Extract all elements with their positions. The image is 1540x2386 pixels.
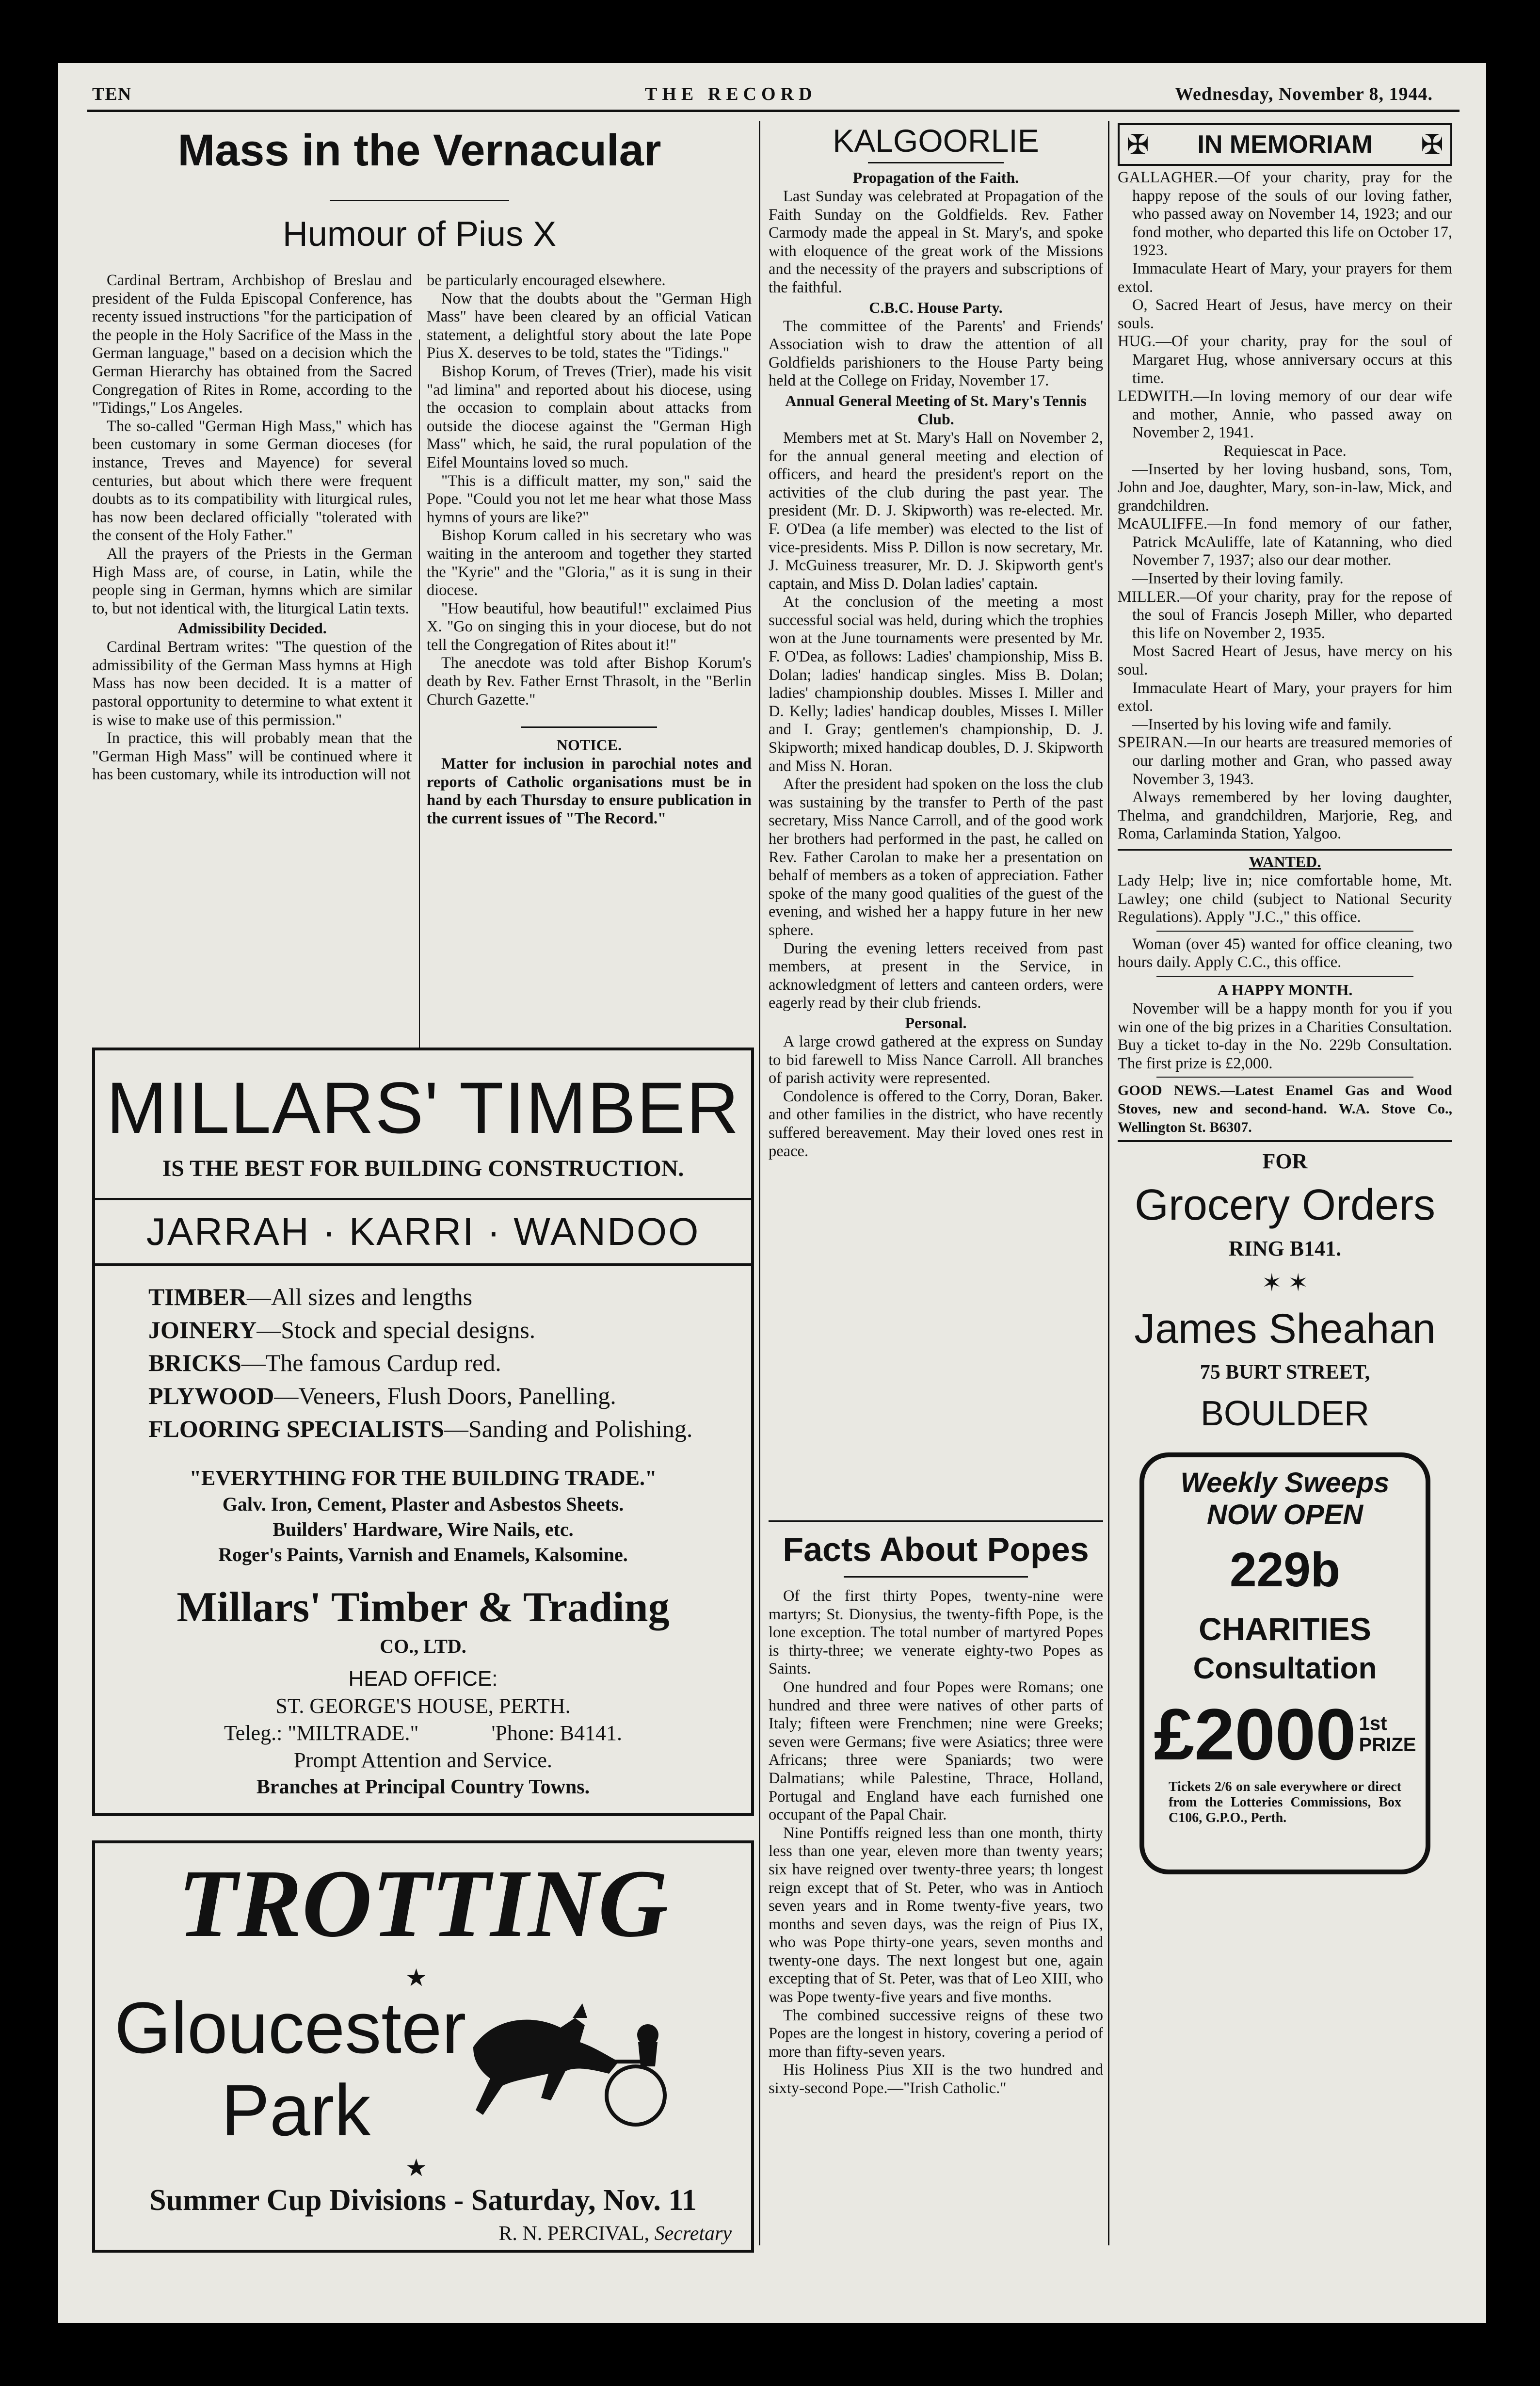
page-number: TEN — [92, 84, 132, 104]
head-office-label: HEAD OFFICE: — [348, 1667, 498, 1691]
phone-number: 'Phone: B4141. — [491, 1721, 622, 1745]
consultation-word: Consultation — [1193, 1652, 1377, 1686]
memoriam-line: —Inserted by their loving family. — [1132, 570, 1344, 588]
paragraph: All the prayers of the Priests in the German High Mass are, of course, in Latin, while the people sing in German, hymns which are similar to, but not identical with, the liturgical Latin texts. — [92, 545, 412, 617]
masthead-rule — [87, 110, 1460, 112]
vernacular-col-2 — [427, 272, 752, 1048]
paragraph: One hundred and four Popes were Romans; one hundred and three were natives of other parts of Italy; fifteen were Frenchmen; nine were Greeks; seven were Germans; five were Asiatics; three were Africans; three were Spaniards; two were Dalmatians; while Palestine, Thrace, Holland, Portugal and England have each furnished one occupant of the Papal Chair. — [769, 1678, 1103, 1824]
memoriam-header — [1118, 123, 1452, 166]
venue-name: Park — [221, 2069, 371, 2151]
memoriam-entry: HUG.—Of your charity, pray for the soul of Margaret Hug, whose anniversary occurs at this time. — [1118, 333, 1452, 387]
paragraph: The combined successive reigns of these two Popes are the longest in history, covering a period of more than fifty-seven years. — [769, 2006, 1103, 2061]
paragraph: Of the first thirty Popes, twenty-nine were martyrs; St. Dionysius, the twenty-fifth Pope, is the lone exception. The total number of martyred Popes is thirty-three; we venerate eighty-two Popes as Saints. — [769, 1587, 1103, 1678]
happy-title: A HAPPY MONTH. — [1217, 981, 1353, 999]
paragraph: Members met at St. Mary's Hall on November 2, for the annual general meeting and election of officers, and heard the president's report on the activities of the club during the past year. The president (Mr. D. J. Skipworth) was re-elected. Mr. F. O'Dea (a life member) was elected to the list of vice-presidents. Miss P. Dillon is now secretary, Mr. J. McGuiness treasurer, Mr. D. J. Skipworth gent's captain, and Miss D. Dolan ladies' captain. — [769, 429, 1103, 593]
divider — [1118, 849, 1452, 851]
woods-band — [95, 1198, 751, 1266]
memoriam-line: Requiescat in Pace. — [1223, 442, 1347, 460]
star-icon: ★ — [405, 1964, 427, 1991]
cross-icon: ✠ — [1421, 129, 1444, 160]
paragraph: Cardinal Bertram, Archbishop of Breslau and president of the Fulda Episcopal Conference, has recenty issued instructions "for the participation of the people in the Holy Sacrifice of the Mass in the German language," based on a decision which the German Hierarchy has obtained from the Sacred Congregation of Rites in Rome, according to the "Tidings," Los Angeles. — [92, 272, 412, 417]
wanted-title: WANTED. — [1249, 853, 1321, 871]
divider — [1156, 976, 1413, 977]
ad-line: Builders' Hardware, Wire Nails, etc. — [273, 1518, 574, 1540]
paragraph: A large crowd gathered at the express on Sunday to bid farewell to Miss Nance Carroll. All branches of parish activity were represented. — [769, 1032, 1103, 1087]
kalgoorlie-column — [769, 121, 1103, 1513]
memoriam-line: Always remembered by her loving daughter, Thelma, and grandchildren, Marjorie, Reg, and Roma, Carlaminda Station, Yalgoo. — [1118, 789, 1452, 843]
ticket-info: Tickets 2/6 on sale everywhere or direct from the Lotteries Commissions, Box C106, G.P.O., Perth. — [1169, 1779, 1401, 1826]
horse-and-sulky-icon — [464, 1989, 677, 2134]
paragraph: The committee of the Parents' and Friends' Association wish to draw the attention of all Goldfields parishioners to the House Party being held at the College on Friday, November 17. — [769, 317, 1103, 390]
divider — [1156, 1077, 1413, 1078]
ad-tagline: IS THE BEST FOR BUILDING CONSTRUCTION. — [162, 1156, 684, 1181]
star-icons: ✶ ✶ — [1261, 1269, 1309, 1297]
paragraph: At the conclusion of the meeting a most successful social was held, during which the trophies won at the June tournaments were presented by Mr. F. O'Dea, as follows: Ladies' championship, Miss B. Dolan; ladies' handicap singles. Miss B. Dolan; ladies' championship doubles. Misses I. Miller and D. Kelly; ladies' handicap doubles, Misses I. Miller and I. Gray; gentlemen's championship, D. J. Skipworth; mixed handicap doubles, D. J. Skipworth and Miss N. Horan. — [769, 593, 1103, 775]
classified-ad: Lady Help; live in; nice comfortable home, Mt. Lawley; one child (subject to National Security Regulations). Apply "J.C.," this office. — [1118, 871, 1452, 926]
paragraph: Bishop Korum called in his secretary who was waiting in the anteroom and together they started the "Kyrie" and the "Gloria," as it is sung in their diocese. — [427, 527, 752, 599]
event-line: Summer Cup Divisions - Saturday, Nov. 11 — [149, 2184, 697, 2217]
paragraph: Condolence is offered to the Corry, Doran, Baker. and other families in the district, who have recently suffered bereavement. May their loved ones rest in peace. — [769, 1087, 1103, 1160]
column-rule — [419, 339, 420, 1048]
ad-title: TROTTING — [177, 1850, 669, 1957]
subheading: Annual General Meeting of St. Mary's Tennis Club. — [785, 391, 1087, 428]
subheading: Propagation of the Faith. — [852, 169, 1019, 186]
vernacular-col-1 — [92, 272, 412, 1048]
secretary-line: R. N. PERCIVAL, Secretary — [498, 2223, 732, 2245]
article-subtitle: Humour of Pius X — [282, 215, 557, 254]
star-icon: ★ — [405, 2154, 427, 2181]
section-title: IN MEMORIAM — [1197, 130, 1373, 159]
memoriam-line: O, Sacred Heart of Jesus, have mercy on their souls. — [1118, 296, 1452, 332]
charities-ad — [1139, 1452, 1430, 1874]
product-list — [95, 1266, 751, 1445]
article-title: Mass in the Vernacular — [177, 126, 661, 175]
memoriam-line: —Inserted by her loving husband, sons, Tom, John and Joe, daughter, Mary, son-in-law, Mick, and grandchildren. — [1118, 460, 1452, 515]
company-name: Millars' Timber & Trading — [176, 1584, 670, 1631]
ad-title: MILLARS' TIMBER — [106, 1067, 740, 1148]
popes-column — [769, 1528, 1103, 2255]
grocery-title: Grocery Orders — [1134, 1181, 1436, 1230]
paragraph: During the evening letters received from past members, at present in the Service, in acknowledgment of letters and canteen orders, were eagerly read by their club friends. — [769, 939, 1103, 1012]
newspaper-page — [58, 63, 1486, 2323]
branches-line: Branches at Principal Country Towns. — [256, 1776, 590, 1798]
ad-slogan: "EVERYTHING FOR THE BUILDING TRADE." — [189, 1466, 657, 1490]
memoriam-entry: SPEIRAN.—In our hearts are treasured memories of our darling mother and Gran, who passed away November 3, 1943. — [1118, 734, 1452, 788]
paragraph: Now that the doubts about the "German High Mass" have been cleared by an official Vatican statement, a delightful story about the late Pope Pius X. deserves to be told, states the "Tidings." — [427, 290, 752, 362]
column-rule — [1108, 121, 1109, 2245]
grocery-phone: RING B141. — [1228, 1237, 1342, 1261]
divider — [844, 1576, 1028, 1578]
memoriam-line: Most Sacred Heart of Jesus, have mercy on his soul. — [1118, 643, 1452, 679]
memoriam-line: —Inserted by his loving wife and family. — [1132, 715, 1392, 733]
memoriam-entry: LEDWITH.—In loving memory of our dear wife and mother, Annie, who passed away on November 2, 1941. — [1118, 387, 1452, 442]
subheading: Personal. — [905, 1014, 967, 1032]
paragraph: In practice, this will probably mean that the "German High Mass" will be continued where it has been customary, while its introduction will not — [92, 729, 412, 784]
memoriam-entry: MILLER.—Of your charity, pray for the repose of the soul of Francis Joseph Miller, who departed this life on November 2, 1935. — [1118, 588, 1452, 642]
divider — [521, 726, 657, 728]
product-item: TIMBER—All sizes and lengths — [148, 1283, 473, 1310]
memoriam-line: Immaculate Heart of Mary, your prayers for him extol. — [1118, 679, 1452, 715]
ad-line: Roger's Paints, Varnish and Enamels, Kalsomine. — [218, 1544, 628, 1565]
column-rule — [759, 121, 760, 2245]
paragraph: Nine Pontiffs reigned less than one month, thirty less than one year, eleven more than twenty years; six have reigned over twenty-three years; th longest reign except that of St. Peter, who was in Antioch seven years and in Rome twenty-five years, two months and seven days, was the reign of Pius IX, who was Pope thirty-one years, seven months and twenty-one days. The next longest but one, again excepting that of St. Peter, was that of Leo XIII, who was Pope twenty-five years and five months. — [769, 1824, 1103, 2006]
paragraph: "This is a difficult matter, my son," said the Pope. "Could you not let me hear what those Mass hymns of yours are like?" — [427, 472, 752, 526]
paragraph: The anecdote was told after Bishop Korum's death by Rev. Father Ernst Thrasolt, in the "Berlin Church Gazette." — [427, 654, 752, 709]
charities-word: CHARITIES — [1199, 1611, 1371, 1647]
paragraph: Last Sunday was celebrated at Propagation of the Faith Sunday on the Goldfields. Rev. Father Carmody made the appeal in St. Mary's, and spoke with eloquence of the great work of the Missions and the necessity of the prayers and subscriptions of the faithful. — [769, 188, 1103, 296]
classified-ad: GOOD NEWS.—Latest Enamel Gas and Wood Stoves, new and second-hand. W.A. Stove Co., Wellington St. B6307. — [1118, 1082, 1452, 1135]
paragraph: be particularly encouraged elsewhere. — [427, 272, 666, 289]
venue-name: Gloucester — [114, 1987, 466, 2068]
paragraph: The so-called "German High Mass," which has been customary in some German dioceses (for instance, Treves and Mayence) for several centuries, but about which there were frequent doubts as to its compatibility with liturgical rules, has now been declared officially "tolerated with the consent of the Holy Father." — [92, 417, 412, 545]
right-column — [1118, 121, 1452, 2255]
section-rule — [769, 1520, 1103, 1522]
section-title: Facts About Popes — [783, 1531, 1089, 1568]
classified-ad: November will be a happy month for you if you win one of the big prizes in a Charities Consultation. Buy a ticket to-day in the No. 229b Consultation. The first prize is £2,000. — [1118, 1000, 1452, 1072]
product-item: PLYWOOD—Veneers, Flush Doors, Panelling. — [148, 1382, 616, 1409]
prize-tag: 1st PRIZE — [1359, 1713, 1416, 1756]
memoriam-entry: GALLAGHER.—Of your charity, pray for the happy repose of the souls of our loving father, who passed away on November 14, 1923; and our fond mother, who departed this life on October 17, 1923. — [1118, 169, 1452, 259]
divider — [1118, 1140, 1452, 1142]
divider — [1156, 931, 1413, 932]
grocer-name: James Sheahan — [1134, 1306, 1436, 1353]
paper-name: THE RECORD — [645, 84, 817, 104]
subheading: C.B.C. House Party. — [869, 298, 1003, 316]
service-line: Prompt Attention and Service. — [294, 1748, 552, 1772]
telegram-address: Teleg.: "MILTRADE." — [224, 1721, 419, 1745]
grocer-street: 75 BURT STREET, — [1200, 1361, 1370, 1384]
classified-ad: Woman (over 45) wanted for office cleaning, two hours daily. Apply C.C., this office. — [1118, 935, 1452, 971]
cross-icon: ✠ — [1126, 129, 1149, 160]
grocery-for: FOR — [1262, 1149, 1308, 1174]
paragraph: Bishop Korum, of Treves (Trier), made his visit "ad limina" and reported about his diocese, using the occasion to complain about attacks from outside the diocese against the "German High Mass" which, he said, the rural population of the Eifel Mountains loved so much. — [427, 362, 752, 471]
paragraph: After the president had spoken on the loss the club was sustaining by the transfer to Perth of the past secretary, Miss Nance Carroll, and of the good work her brothers had performed in the past, he called on Rev. Father Carolan to make her a presentation on behalf of members as a token of appreciation. Father spoke of the many good qualities of the guest of the evening, and wished her a happy future in her new sphere. — [769, 775, 1103, 939]
memoriam-entry: McAULIFFE.—In fond memory of our father, Patrick McAuliffe, late of Katanning, who died November 7, 1937; also our dear mother. — [1118, 515, 1452, 569]
trotting-ad — [92, 1840, 754, 2253]
product-item: JOINERY—Stock and special designs. — [148, 1316, 536, 1343]
address: ST. GEORGE'S HOUSE, PERTH. — [275, 1694, 571, 1718]
company-suffix: CO., LTD. — [380, 1635, 466, 1657]
divider — [868, 162, 1004, 163]
grocer-town: BOULDER — [1200, 1394, 1370, 1434]
notice-text: Matter for inclusion in parochial notes and reports of Catholic organisations must be in hand by each Thursday to ensure publication in the current issues of "The Record." — [427, 755, 752, 828]
issue-date: Wednesday, November 8, 1944. — [1175, 84, 1433, 104]
product-item: FLOORING SPECIALISTS—Sanding and Polishing. — [148, 1415, 693, 1442]
title-rule — [330, 200, 509, 201]
product-item: BRICKS—The famous Cardup red. — [148, 1349, 501, 1376]
sweeps-open: NOW OPEN — [1206, 1499, 1364, 1531]
notice-title: NOTICE. — [556, 736, 622, 754]
ad-line: Galv. Iron, Cement, Plaster and Asbestos Sheets. — [222, 1493, 624, 1515]
paragraph: Cardinal Bertram writes: "The question of the admissibility of the German Mass hymns at High Mass has now been decided. It is a matter of pastoral opportunity to determine to what extent it is wise to make use of this permission." — [92, 638, 412, 729]
section-title: KALGOORLIE — [833, 123, 1039, 159]
wood-types: JARRAH · KARRI · WANDOO — [146, 1210, 700, 1253]
paragraph: His Holiness Pius XII is the two hundred and sixty-second Pope.—"Irish Catholic." — [769, 2061, 1103, 2097]
memoriam-line: Immaculate Heart of Mary, your prayers for them extol. — [1118, 259, 1452, 296]
consultation-number: 229b — [1230, 1543, 1340, 1597]
millars-timber-ad — [92, 1048, 754, 1816]
paragraph: "How beautiful, how beautiful!" exclaimed Pius X. "Go on singing this in your diocese, but do not tell the Congregation of Rites about it!" — [427, 599, 752, 654]
prize-amount: £2000 — [1154, 1693, 1356, 1775]
sweeps-line: Weekly Sweeps — [1180, 1467, 1390, 1499]
subheading: Admissibility Decided. — [177, 619, 327, 637]
prize-line — [1154, 1693, 1416, 1775]
contact-line — [95, 1720, 751, 1747]
